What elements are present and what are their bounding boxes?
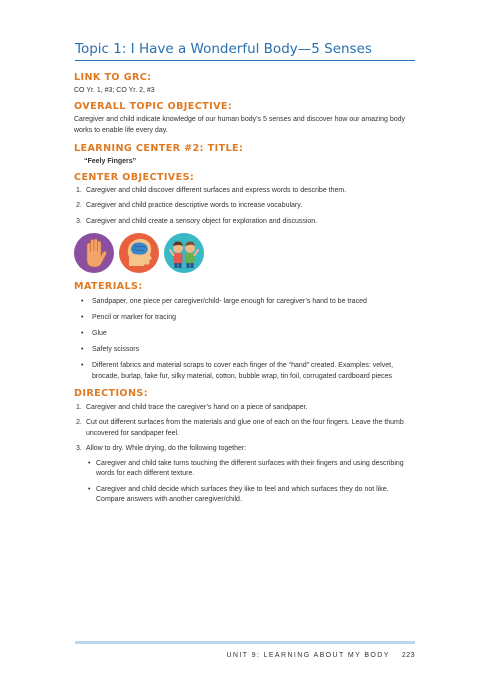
- list-item: • Sandpaper, one piece per caregiver/child- large enough for caregiver’s hand to be traced: [81, 298, 367, 305]
- center-objectives-section: [74, 172, 414, 228]
- list-item: 3. Allow to dry. While drying, do the following together: • Caregiver and child take turns touching the different surfaces with their fingers and using describing words for each different texture. • Caregiver and child decide which surfaces they like to feel and which surfaces they do not like. Compare answers with another caregiver/child.: [74, 444, 414, 506]
- list-item: • Safety scissors: [81, 346, 140, 353]
- hand-icon: [74, 233, 114, 273]
- directions-heading: DIRECTIONS:: [74, 387, 148, 399]
- materials-heading: MATERIALS:: [74, 281, 143, 292]
- directions-list: [74, 403, 414, 506]
- objective-section: [74, 101, 414, 137]
- center-objectives-heading: CENTER OBJECTIVES:: [74, 171, 195, 183]
- objective-heading: OVERALL TOPIC OBJECTIVE:: [74, 100, 233, 112]
- brain-head-icon: [119, 233, 159, 273]
- footer-rule: [75, 641, 415, 644]
- link-grc-heading: LINK TO GRC:: [74, 72, 152, 83]
- main-content: [74, 72, 414, 511]
- list-item: • Different fabrics and material scraps to cover each finger of the “hand” created. Examples: velvet, brocade, burlap, fake fur, silky material, cotton, bubble wrap, tin foil, corrugated cardboard pieces: [81, 362, 394, 380]
- center-objectives-list: [74, 186, 414, 228]
- page-footer: [218, 652, 415, 659]
- materials-list: [74, 297, 414, 382]
- learning-center-heading: LEARNING CENTER #2: TITLE:: [74, 142, 244, 154]
- footer-unit-label: UNIT 9: LEARNING ABOUT MY BODY: [226, 652, 390, 659]
- list-item: 3. Caregiver and child create a sensory object for exploration and discussion.: [76, 217, 318, 225]
- objective-text: Caregiver and child indicate knowledge of our human body’s 5 senses and discover how our amazing body works to enable life every day.: [74, 115, 406, 134]
- list-item: 1. Caregiver and child discover different surfaces and express words to describe them.: [76, 186, 347, 194]
- learning-center-section: [74, 143, 414, 167]
- list-item: • Caregiver and child decide which surfaces they like to feel and which surfaces they do not like. Compare answers with another caregiver/child.: [88, 485, 389, 503]
- page-number: 223: [401, 652, 415, 659]
- list-item: 2. Cut out different surfaces from the materials and glue one of each on the four fingers. Leave the thumb uncovered for sandpaper feel.: [76, 419, 404, 437]
- sense-icons: [74, 233, 414, 273]
- list-item: 2. Caregiver and child practice descriptive words to increase vocabulary.: [76, 202, 303, 209]
- link-grc-text: CO Yr. 1, #3; CO Yr. 2, #3: [74, 87, 155, 94]
- materials-section: [74, 281, 414, 382]
- learning-center-subtitle: “Feely Fingers”: [84, 157, 137, 165]
- directions-section: [74, 388, 414, 506]
- list-item: 1. Caregiver and child trace the caregiver’s hand on a piece of sandpaper.: [76, 403, 308, 411]
- list-item: • Glue: [81, 330, 107, 337]
- list-item: • Caregiver and child take turns touching the different surfaces with their fingers and using describing words for each different texture.: [88, 459, 404, 477]
- children-icon: [164, 233, 204, 273]
- directions-sub-list: [86, 459, 414, 506]
- link-grc-section: [74, 72, 414, 97]
- page-title: Topic 1: I Have a Wonderful Body—5 Senses: [75, 41, 415, 61]
- list-item: • Pencil or marker for tracing: [81, 314, 177, 321]
